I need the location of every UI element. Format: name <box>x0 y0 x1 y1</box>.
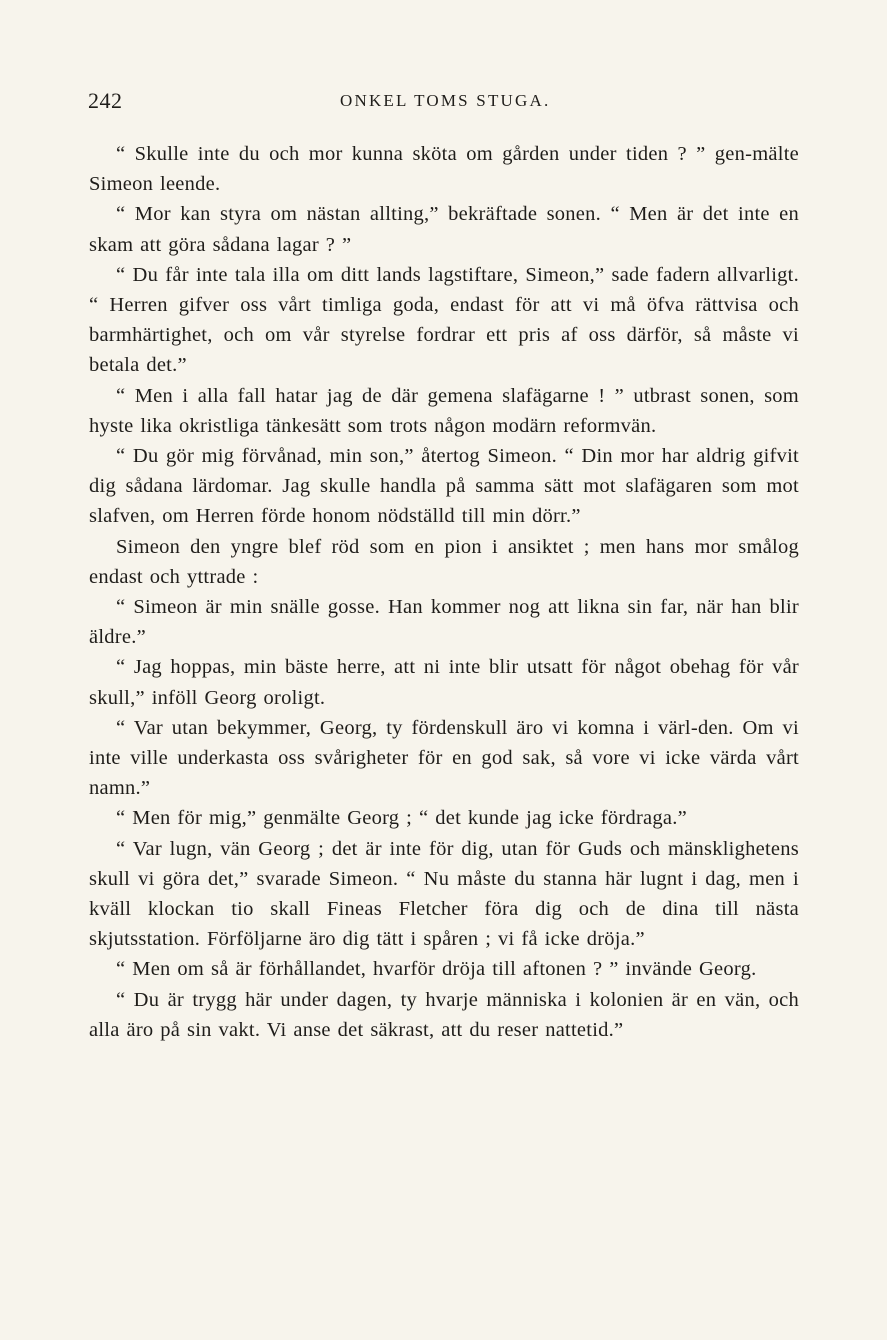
paragraph: “ Simeon är min snälle gosse. Han kommer nog att likna sin far, när han blir äldre.” <box>89 596 799 649</box>
page-header <box>88 88 810 118</box>
paragraph: “ Men för mig,” genmälte Georg ; “ det kunde jag icke fördraga.” <box>116 807 687 830</box>
paragraph: “ Du får inte tala illa om ditt lands lagstiftare, Simeon,” sade fadern allvarligt. “ Herren gifver oss vårt timliga goda, endast för att vi må öfva rättvisa och barmhärtighet, och om vår styrelse fordrar ett pris af oss därför, så måste vi betala det.” <box>89 263 799 377</box>
paragraph: “ Mor kan styra om nästan allting,” bekräftade sonen. “ Men är det inte en skam att göra sådana lagar ? ” <box>89 203 799 256</box>
paragraph: “ Du gör mig förvånad, min son,” återtog Simeon. “ Din mor har aldrig gifvit dig sådana lärdomar. Jag skulle handla på samma sätt mot slafägaren som mot slafven, om Herren förde honom nödställd till min dörr.” <box>89 445 799 528</box>
paragraph: “ Du är trygg här under dagen, ty hvarje människa i kolonien är en vän, och alla äro på sin vakt. Vi anse det säkrast, att du reser nattetid.” <box>89 988 799 1041</box>
paragraph: “ Men i alla fall hatar jag de där gemena slafägarne ! ” utbrast sonen, som hyste lika okristliga tänkesätt som trots någon modärn reformvän. <box>89 384 799 437</box>
paragraph: “ Var utan bekymmer, Georg, ty fördenskull äro vi komna i värl-den. Om vi inte ville underkasta oss svårigheter för en god sak, så vore vi icke värda vårt namn.” <box>89 716 799 800</box>
paragraph: “ Jag hoppas, min bäste herre, att ni inte blir utsatt för något obehag för vår skull,” inföll Georg oroligt. <box>89 656 799 709</box>
paragraph: Simeon den yngre blef röd som en pion i ansiktet ; men hans mor smålog endast och yttrade : <box>89 535 799 588</box>
page-number: 242 <box>88 88 123 113</box>
running-title: ONKEL TOMS STUGA. <box>340 91 551 110</box>
paragraph: “ Var lugn, vän Georg ; det är inte för dig, utan för Guds och mänsklighetens skull vi göra det,” svarade Simeon. “ Nu måste du stanna här lugnt i dag, men i kväll klockan tio skall Fineas Fletcher föra dig och de dina till nästa skjutsstation. Förföljarne äro dig tätt i spåren ; vi få icke dröja.” <box>89 837 799 951</box>
body-text <box>89 139 799 1045</box>
paragraph: “ Skulle inte du och mor kunna sköta om gården under tiden ? ” gen-mälte Simeon leende. <box>89 143 799 196</box>
paragraph: “ Men om så är förhållandet, hvarför dröja till aftonen ? ” invände Georg. <box>116 958 757 981</box>
